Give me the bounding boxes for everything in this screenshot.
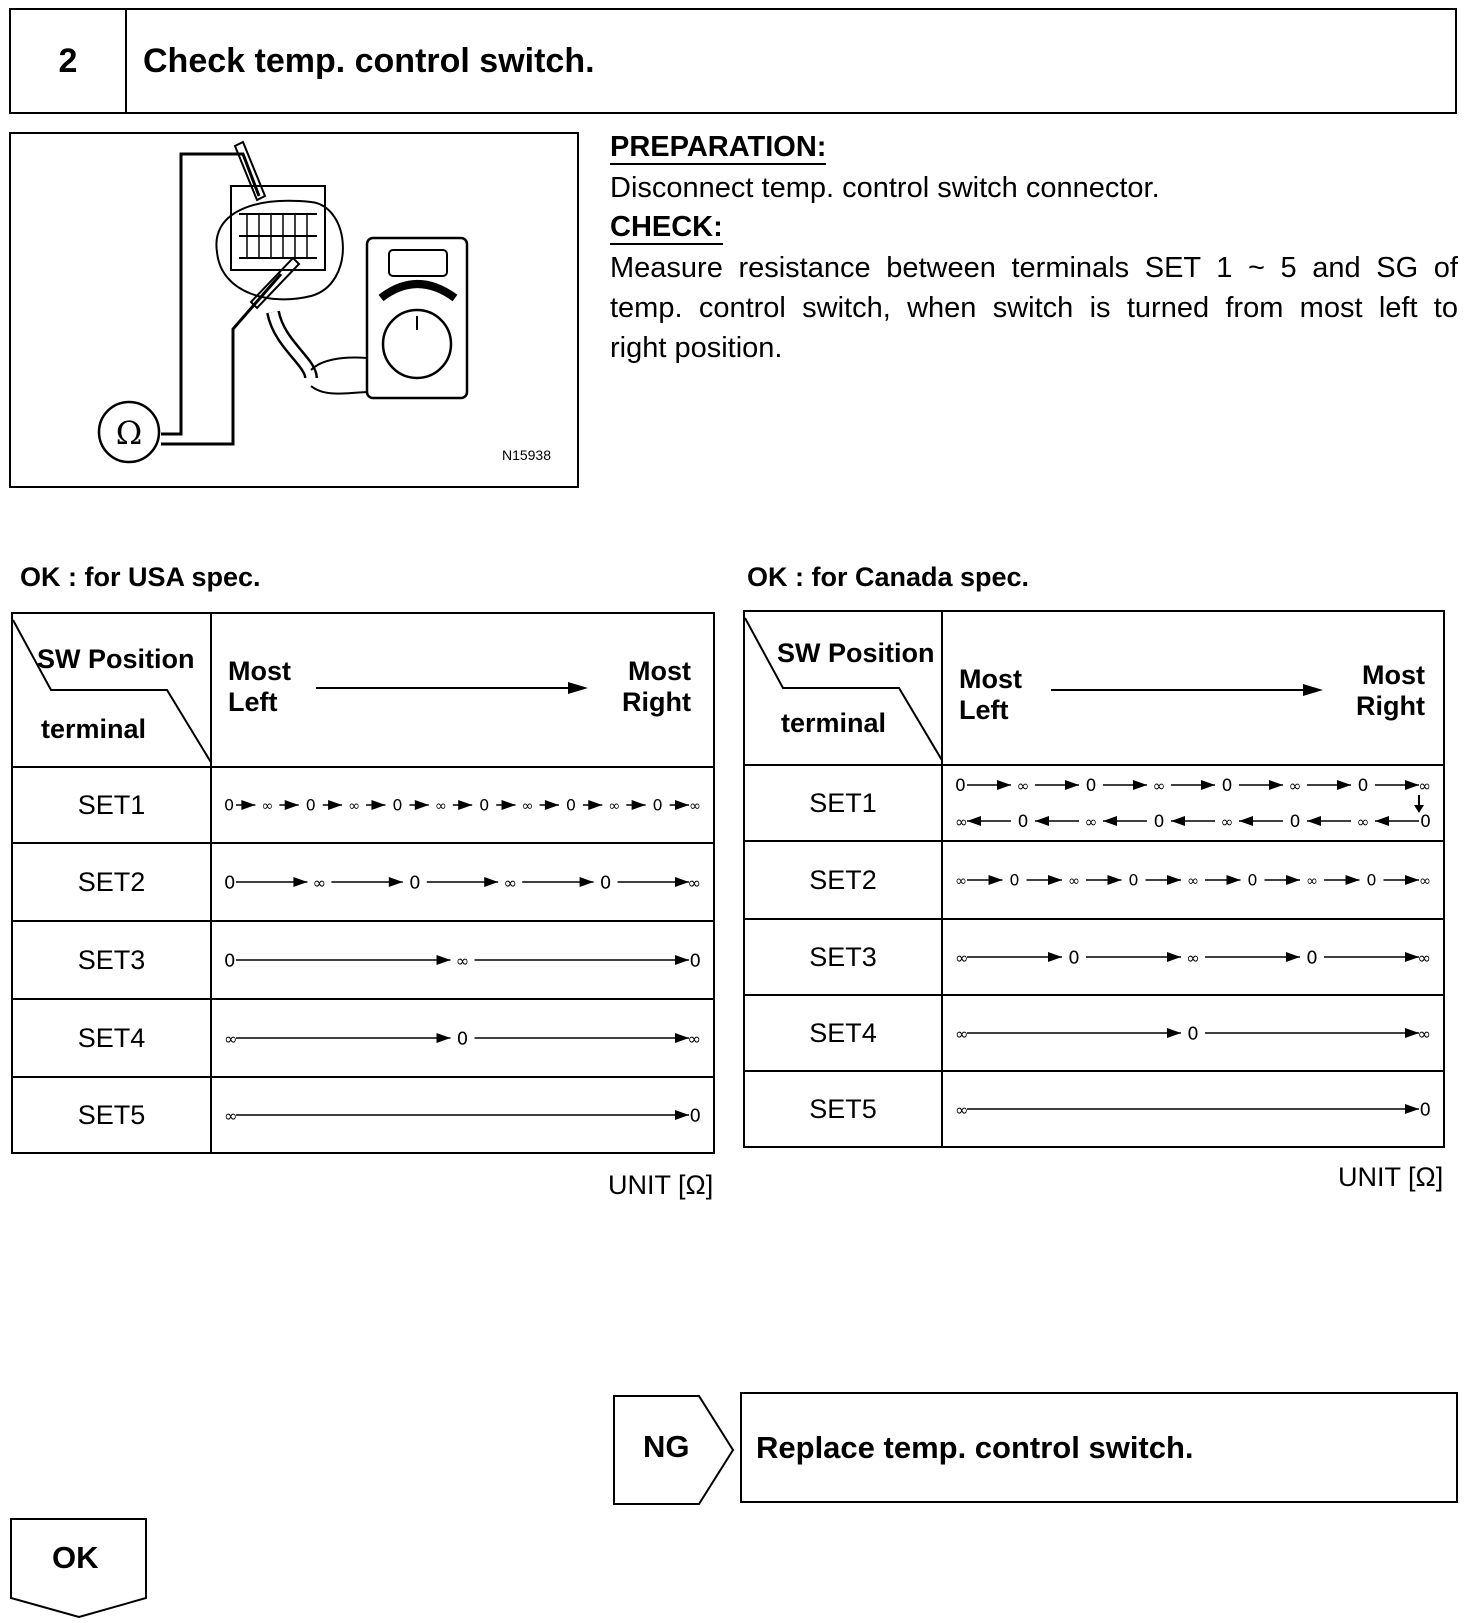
arrow-head-icon xyxy=(1239,816,1253,826)
resistance-value: ∞ xyxy=(955,1024,969,1044)
usa-seq-set3 xyxy=(211,921,714,999)
sequence-graphic xyxy=(943,803,1443,839)
arrow-head-icon xyxy=(1405,780,1419,790)
arrow-head-icon xyxy=(1201,780,1215,790)
arrow-head-icon xyxy=(675,1110,689,1120)
canada-seq-set5 xyxy=(942,1071,1444,1147)
resistance-value: ∞ xyxy=(608,798,621,815)
canada-header-sw-position: SW Position xyxy=(777,638,935,668)
canada-terminal-set1: SET1 xyxy=(744,765,942,841)
usa-spec-table xyxy=(11,612,715,1154)
arrow-head-icon xyxy=(1286,875,1300,885)
usa-terminal-set1: SET1 xyxy=(12,767,211,843)
preparation-label: PREPARATION: xyxy=(610,131,827,163)
arrow-head-icon xyxy=(1167,1028,1181,1038)
usa-seq-set4 xyxy=(211,999,714,1077)
arrow-head-icon xyxy=(1337,780,1351,790)
usa-most-right: Most Right xyxy=(622,656,691,717)
resistance-value: 0 xyxy=(305,795,316,815)
sequence-graphic xyxy=(943,996,1443,1070)
ng-label: NG xyxy=(643,1429,690,1464)
arrow-head-icon xyxy=(328,800,342,810)
resistance-value: ∞ xyxy=(1186,948,1200,968)
sequence-graphic xyxy=(943,843,1443,917)
ohmmeter-illustration xyxy=(9,132,579,488)
resistance-value: ∞ xyxy=(1356,812,1370,831)
usa-most-left: Most Left xyxy=(228,656,291,717)
resistance-value: ∞ xyxy=(455,951,470,971)
usa-header-sw-position: SW Position xyxy=(37,644,195,674)
arrow-head-icon xyxy=(1286,952,1300,962)
arrow-head-icon xyxy=(1065,780,1079,790)
resistance-value: 0 xyxy=(1153,811,1165,832)
arrow-head-icon xyxy=(371,800,385,810)
sequence-graphic xyxy=(212,768,713,842)
connector-measurement-drawing xyxy=(11,134,577,486)
arrow-head-icon xyxy=(484,877,498,887)
sequence-graphic xyxy=(943,767,1443,803)
sequence-graphic xyxy=(943,1072,1443,1146)
canada-most-left: Most Left xyxy=(959,664,1022,725)
arrow-head-icon xyxy=(588,800,602,810)
resistance-value: 0 xyxy=(1221,775,1233,796)
canada-seq-set4 xyxy=(942,995,1444,1071)
resistance-value: 0 xyxy=(955,775,966,796)
resistance-value: 0 xyxy=(224,795,235,815)
usa-unit: UNIT [Ω] xyxy=(608,1170,714,1200)
resistance-value: 0 xyxy=(392,795,403,815)
arrow-head-icon xyxy=(967,816,981,826)
arrow-head-icon xyxy=(1048,952,1062,962)
check-text-line3: right position. xyxy=(610,332,783,364)
resistance-value: 0 xyxy=(1289,811,1301,832)
resistance-value: ∞ xyxy=(1084,812,1098,831)
resistance-value: 0 xyxy=(224,872,236,894)
direction-arrow-icon xyxy=(1047,682,1327,698)
diagonal-divider xyxy=(745,612,943,764)
resistance-value: ∞ xyxy=(503,873,517,893)
resistance-value: 0 xyxy=(689,1105,701,1127)
resistance-value: ∞ xyxy=(689,798,701,815)
usa-terminal-set2: SET2 xyxy=(12,843,211,921)
canada-spec-table xyxy=(743,610,1445,1148)
sequence-graphic xyxy=(212,1078,713,1152)
usa-seq-set2 xyxy=(211,843,714,921)
resistance-value: ∞ xyxy=(348,798,361,815)
canada-header-direction xyxy=(942,611,1444,765)
arrow-head-icon xyxy=(989,875,1003,885)
ng-box xyxy=(613,1395,735,1505)
arrow-head-icon xyxy=(437,955,451,965)
resistance-value: ∞ xyxy=(434,798,447,815)
resistance-value: ∞ xyxy=(312,873,327,893)
resistance-value: ∞ xyxy=(1016,776,1030,795)
resistance-value: 0 xyxy=(1009,870,1020,890)
resistance-value: 0 xyxy=(689,950,701,972)
arrow-head-icon xyxy=(241,800,255,810)
resistance-value: ∞ xyxy=(955,812,968,831)
arrow-head-icon xyxy=(1346,875,1360,885)
usa-terminal-set5: SET5 xyxy=(12,1077,211,1153)
resistance-value: ∞ xyxy=(224,1029,238,1049)
arrow-head-icon xyxy=(1269,780,1283,790)
arrow-head-icon xyxy=(632,800,646,810)
resistance-value: ∞ xyxy=(955,1100,969,1120)
arrow-head-icon xyxy=(415,800,429,810)
resistance-value: 0 xyxy=(1357,775,1369,796)
resistance-value: ∞ xyxy=(955,948,969,968)
canada-seq-set2 xyxy=(942,841,1444,919)
arrow-head-icon xyxy=(1227,875,1241,885)
ohm-symbol: Ω xyxy=(115,414,143,452)
canada-terminal-set3: SET3 xyxy=(744,919,942,995)
resistance-value: 0 xyxy=(409,872,421,894)
sequence-graphic xyxy=(212,845,713,919)
direction-arrow-icon xyxy=(312,680,592,696)
arrow-head-icon xyxy=(1035,816,1049,826)
arrow-head-icon xyxy=(1307,816,1321,826)
usa-spec-label: OK : for USA spec. xyxy=(20,562,261,592)
arrow-head-icon xyxy=(458,800,472,810)
instructions xyxy=(610,130,1458,368)
arrow-head-icon xyxy=(437,1033,451,1043)
arrow-head-icon xyxy=(997,780,1011,790)
canada-seq-set1 xyxy=(942,765,1444,841)
arrow-head-icon xyxy=(1171,816,1185,826)
check-label: CHECK: xyxy=(610,211,723,243)
resistance-value: 0 xyxy=(1306,947,1318,969)
arrow-head-icon xyxy=(1108,875,1122,885)
resistance-value: 0 xyxy=(652,795,663,815)
canada-terminal-set5: SET5 xyxy=(744,1071,942,1147)
resistance-value: ∞ xyxy=(261,798,274,815)
usa-terminal-set3: SET3 xyxy=(12,921,211,999)
sequence-graphic xyxy=(943,920,1443,994)
resistance-value: ∞ xyxy=(521,798,534,815)
resistance-value: ∞ xyxy=(1417,1024,1431,1044)
arrow-head-icon xyxy=(1405,875,1419,885)
arrow-head-icon xyxy=(1167,952,1181,962)
resistance-value: 0 xyxy=(565,795,577,815)
step-header xyxy=(9,8,1457,114)
resistance-value: ∞ xyxy=(1220,812,1234,831)
resistance-value: ∞ xyxy=(1417,948,1431,968)
arrow-head-icon xyxy=(1103,816,1117,826)
arrow-head-icon xyxy=(1405,1104,1419,1114)
sequence-graphic xyxy=(212,923,713,997)
canada-header-terminal: terminal xyxy=(781,708,887,738)
preparation-text: Disconnect temp. control switch connector. xyxy=(610,172,1160,204)
resistance-value: 0 xyxy=(1419,1099,1431,1121)
check-text-line2: temp. control switch, when switch is turned from most left to xyxy=(610,292,1458,324)
sequence-graphic xyxy=(212,1001,713,1075)
resistance-value: 0 xyxy=(1085,775,1097,796)
canada-seq-set3 xyxy=(942,919,1444,995)
resistance-value: ∞ xyxy=(1288,776,1302,795)
resistance-value: 0 xyxy=(599,872,612,894)
figure-code: N15938 xyxy=(501,447,551,463)
canada-most-right: Most Right xyxy=(1356,660,1425,721)
resistance-value: ∞ xyxy=(1306,873,1318,890)
resistance-value: 0 xyxy=(1017,811,1029,832)
usa-terminal-set4: SET4 xyxy=(12,999,211,1077)
resistance-value: ∞ xyxy=(955,873,967,890)
resistance-value: 0 xyxy=(224,950,236,972)
ng-action-box xyxy=(740,1392,1458,1503)
arrow-head-icon xyxy=(389,877,403,887)
canada-unit: UNIT [Ω] xyxy=(1338,1162,1444,1192)
resistance-value: 0 xyxy=(1128,870,1139,890)
arrow-head-icon xyxy=(1048,875,1062,885)
canada-spec-label: OK : for Canada spec. xyxy=(747,562,1030,592)
resistance-value: ∞ xyxy=(1187,873,1199,890)
usa-header-direction xyxy=(211,613,714,767)
resistance-value: 0 xyxy=(1366,870,1377,890)
usa-seq-set5 xyxy=(211,1077,714,1153)
resistance-value: ∞ xyxy=(1418,776,1431,795)
arrow-head-icon xyxy=(285,800,299,810)
ok-label: OK xyxy=(52,1540,99,1575)
step-title: Check temp. control switch. xyxy=(143,41,595,80)
resistance-value: ∞ xyxy=(687,1029,701,1049)
arrow-head-icon xyxy=(580,877,594,887)
ng-action-text: Replace temp. control switch. xyxy=(756,1429,1194,1465)
canada-header-corner xyxy=(744,611,942,765)
usa-header-corner xyxy=(12,613,211,767)
arrow-head-icon xyxy=(1167,875,1181,885)
resistance-value: ∞ xyxy=(1152,776,1166,795)
arrow-head-icon xyxy=(545,800,559,810)
arrow-head-icon xyxy=(293,877,307,887)
down-arrow-icon xyxy=(1411,795,1427,815)
arrow-head-icon xyxy=(1375,816,1389,826)
arrow-head-icon xyxy=(1133,780,1147,790)
resistance-value: 0 xyxy=(1187,1023,1199,1045)
ok-box xyxy=(10,1518,148,1618)
canada-terminal-set4: SET4 xyxy=(744,995,942,1071)
usa-header-terminal: terminal xyxy=(41,714,147,744)
arrow-head-icon xyxy=(502,800,516,810)
resistance-value: 0 xyxy=(456,1028,469,1050)
resistance-value: 0 xyxy=(479,795,490,815)
step-number: 2 xyxy=(11,10,127,112)
resistance-value: 0 xyxy=(1247,870,1258,890)
canada-terminal-set2: SET2 xyxy=(744,841,942,919)
resistance-value: 0 xyxy=(1068,947,1080,969)
check-text-line1: Measure resistance between terminals SET 1 ~ 5 and SG of xyxy=(610,252,1458,284)
resistance-value: ∞ xyxy=(1068,873,1080,890)
resistance-value: ∞ xyxy=(224,1106,238,1126)
arrow-head-icon xyxy=(675,955,689,965)
resistance-value: 0 xyxy=(1420,811,1431,832)
usa-seq-set1 xyxy=(211,767,714,843)
resistance-value: ∞ xyxy=(687,873,701,893)
resistance-value: ∞ xyxy=(1419,873,1431,890)
arrow-head-icon xyxy=(675,800,689,810)
